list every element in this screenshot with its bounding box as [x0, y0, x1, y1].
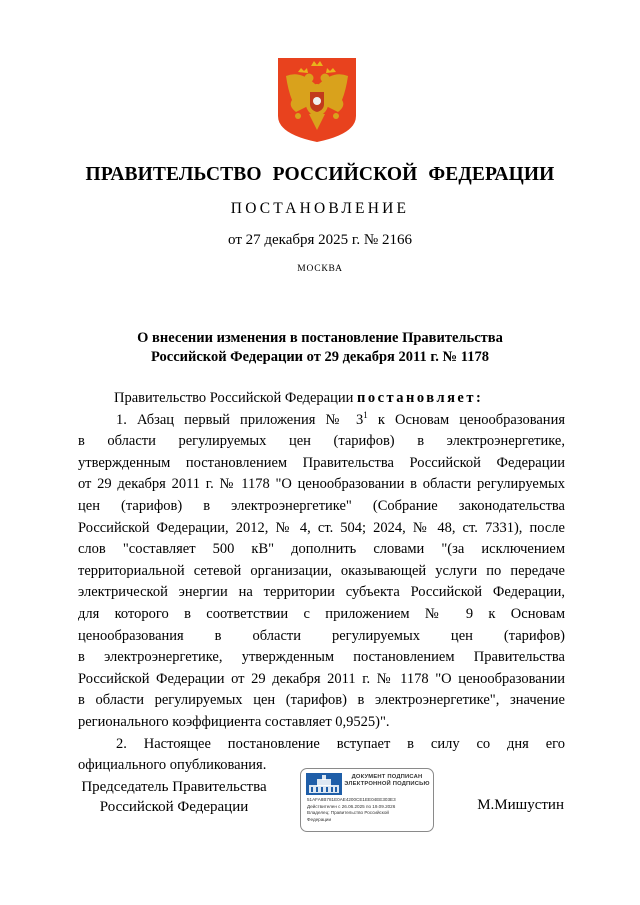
paragraph-1-first-line	[78, 410, 565, 432]
document-body	[78, 388, 565, 777]
government-building-icon	[306, 773, 342, 795]
paragraph-line: для которого в соответствии с приложением № 9 к Основам	[78, 605, 565, 622]
intro-line	[78, 388, 565, 410]
electronic-signature-stamp	[300, 768, 434, 832]
p1-text-a: 1. Абзац первый приложения № 3	[116, 411, 364, 428]
city-label: МОСКВА	[297, 264, 343, 274]
signatory-name: М.Мишустин	[477, 797, 564, 813]
paragraph-line: цен (тарифов) в электроэнергетике" (Собрание законодательства	[78, 497, 565, 514]
subject-line: Российской Федерации от 29 декабря 2011 г. № 1178	[151, 349, 489, 365]
paragraph-line: ценообразования в области регулируемых цен (тарифов)	[78, 627, 565, 644]
document-type: ПОСТАНОВЛЕНИЕ	[230, 200, 410, 217]
paragraph-line: Российской Федерации от 29 декабря 2011 г. № 1178 "О ценообразовании	[78, 670, 565, 687]
document-subject	[0, 329, 640, 367]
paragraph-2-first-line: 2. Настоящее постановление вступает в силу со дня его	[116, 735, 565, 752]
paragraph-line: в области регулируемых цен (тарифов) в электроэнергетике", значение	[78, 692, 565, 709]
p1-text-b: к Основам ценообразования	[367, 411, 565, 428]
stamp-details	[307, 797, 431, 823]
stamp-heading	[343, 774, 431, 788]
paragraph-line: слов "составляет 500 кВ" дополнить словами "(за исключением	[78, 541, 565, 558]
stamp-serial: 51AFA8B781E0AE4200CE1EE04EE303E3	[307, 797, 396, 802]
intro-verb: постановляет:	[356, 390, 484, 406]
stamp-owner: Владелец: Правительство Российской	[307, 810, 389, 816]
government-title: ПРАВИТЕЛЬСТВО РОССИЙСКОЙ ФЕДЕРАЦИИ	[85, 164, 555, 185]
stamp-heading-line: ЭЛЕКТРОННОЙ ПОДПИСЬЮ	[344, 781, 430, 787]
paragraph-line: от 29 декабря 2011 г. № 1178 "О ценообразовании в области регулируемых	[78, 476, 565, 493]
paragraph-line: в электроэнергетике, утвержденным постановлением Правительства	[78, 649, 565, 666]
stamp-validity: Действителен с 26.06.2025 по 19.09.2026	[307, 803, 396, 809]
paragraph-line: утвержденным постановлением Правительства Российской Федерации	[78, 454, 565, 471]
subject-line: О внесении изменения в постановление Правительства	[137, 330, 503, 346]
stamp-heading-line: ДОКУМЕНТ ПОДПИСАН	[351, 774, 423, 780]
paragraph-line: Российской Федерации, 2012, № 4, ст. 504; 2024, № 48, ст. 7331), после	[78, 519, 565, 536]
p1-superscript: 1	[363, 409, 368, 420]
signatory-position	[74, 777, 274, 817]
paragraph-line: в области регулируемых цен (тарифов) в электроэнергетике,	[78, 433, 565, 450]
position-line: Председатель Правительства	[81, 779, 267, 795]
document-date-number: от 27 декабря 2025 г. № 2166	[228, 232, 412, 248]
paragraph-line: официального опубликования.	[78, 757, 267, 774]
position-line: Российской Федерации	[99, 799, 249, 815]
paragraph-line: электрической энергии на территории субъекта Российской Федерации,	[78, 584, 565, 601]
coat-of-arms-emblem	[276, 56, 358, 144]
intro-text: Правительство Российской Федерации	[114, 390, 354, 406]
stamp-owner: Федерации	[307, 816, 332, 822]
paragraph-line: регионального коэффициента составляет 0,9525)".	[78, 713, 390, 730]
paragraph-line: территориальной сетевой организации, оказывающей услуги по передаче	[78, 562, 565, 579]
